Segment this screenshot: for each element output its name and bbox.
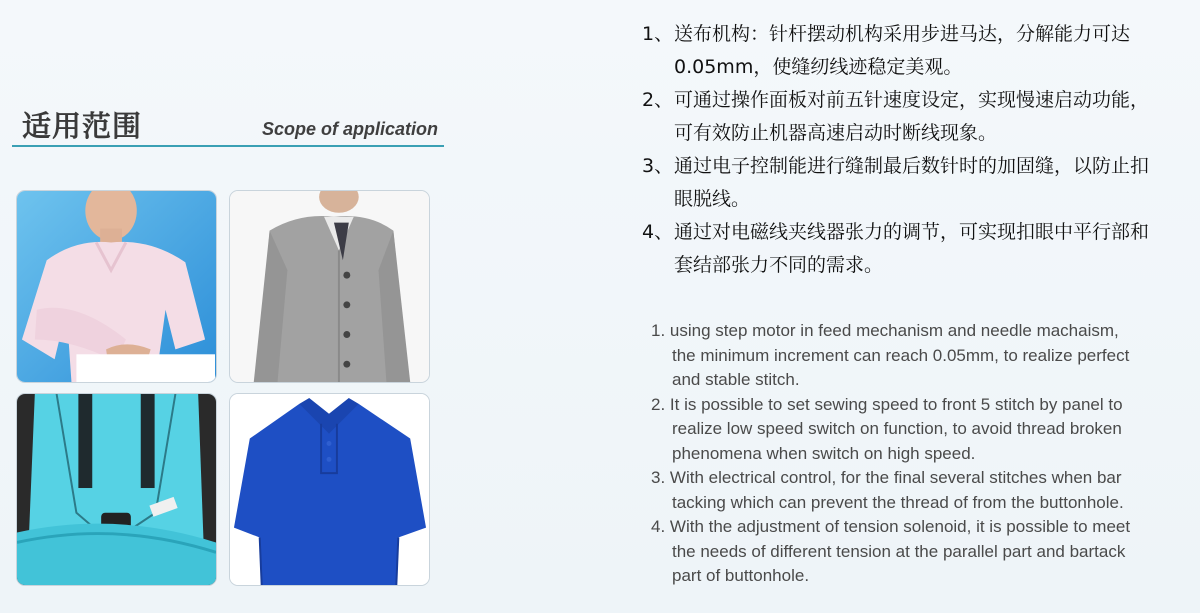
features-en-list [651, 319, 1196, 589]
feature-cn-number: 3、 [642, 155, 674, 177]
polo-illustration [230, 394, 429, 585]
feature-en-text: 2. It is possible to set sewing speed to front 5 stitch by panel to [651, 394, 1123, 414]
section-title-cn: 适用范围 [22, 109, 143, 143]
feature-en-4 [651, 515, 1196, 589]
feature-cn-1 [642, 18, 1198, 84]
feature-cn-number: 2、 [642, 89, 674, 111]
cardigan-illustration [230, 191, 429, 382]
feature-cn-3 [642, 150, 1198, 216]
photo-gray-cardigan [229, 190, 430, 383]
feature-cn-4 [642, 216, 1198, 282]
feature-cn-number: 1、 [642, 23, 674, 45]
feature-en-1 [651, 319, 1196, 393]
feature-cn-text: 通过对电磁线夹线器张力的调节，可实现扣眼中平行部和 [674, 221, 1150, 243]
feature-en-text: realize low speed switch on function, to avoid thread broken [672, 419, 1122, 438]
title-underline [12, 145, 444, 147]
feature-cn-text: 0.05mm，使缝纫线迹稳定美观。 [674, 56, 963, 78]
photo-child-seat [16, 393, 217, 586]
section-header [12, 100, 444, 148]
feature-cn-text: 可通过操作面板对前五针速度设定，实现慢速启动功能， [674, 89, 1150, 111]
feature-en-text: phenomena when switch on high speed. [672, 443, 976, 463]
photo-blue-polo [229, 393, 430, 586]
child-seat-illustration [17, 394, 216, 585]
feature-en-3 [651, 466, 1196, 515]
feature-cn-2 [642, 84, 1198, 150]
section-title-en: Scope of application [261, 119, 438, 139]
feature-en-text: the minimum increment can reach 0.05mm, to realize perfect [672, 345, 1130, 365]
feature-en-text: tacking which can prevent the thread of from the buttonhole. [672, 492, 1124, 512]
feature-cn-text: 送布机构：针杆摆动机构采用步进马达，分解能力可达 [674, 23, 1131, 45]
feature-en-text: the needs of different tension at the parallel part and bartack [672, 541, 1126, 561]
feature-en-2 [651, 393, 1196, 467]
feature-cn-text: 套结部张力不同的需求。 [674, 254, 884, 276]
pink-shirt-illustration [17, 191, 216, 382]
feature-en-text: and stable stitch. [672, 370, 800, 389]
feature-cn-text: 通过电子控制能进行缝制最后数针时的加固缝，以防止扣 [674, 155, 1150, 177]
photo-pink-shirt [16, 190, 217, 383]
feature-cn-number: 4、 [642, 221, 674, 243]
feature-en-text: 4. With the adjustment of tension solenoid, it is possible to meet [651, 517, 1131, 536]
feature-en-text: part of buttonhole. [672, 566, 810, 585]
features-cn-list [642, 18, 1198, 282]
feature-cn-text: 可有效防止机器高速启动时断线现象。 [674, 122, 998, 144]
feature-cn-text: 眼脱线。 [674, 188, 751, 210]
feature-en-text: 1. using step motor in feed mechanism and needle machaism, [651, 321, 1119, 340]
feature-en-text: 3. With electrical control, for the final several stitches when bar [651, 468, 1122, 487]
